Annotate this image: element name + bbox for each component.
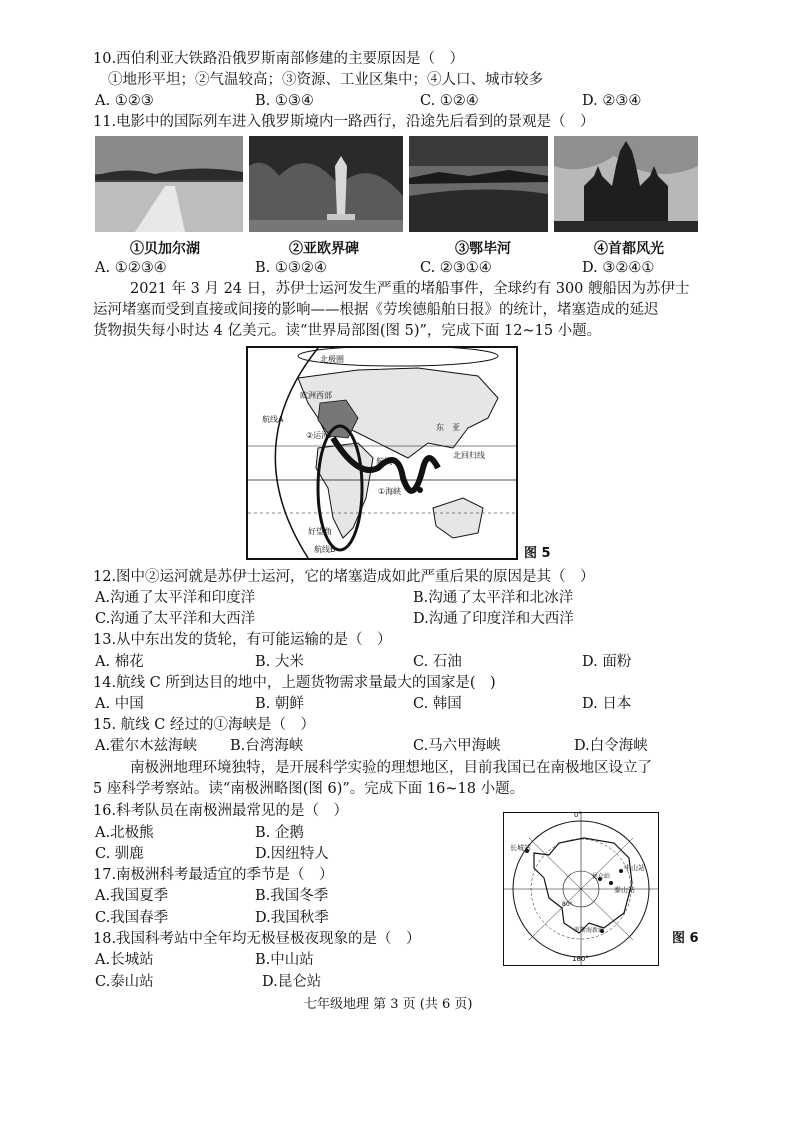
label-east-asia: 东 亚 xyxy=(436,423,460,432)
q15-option-b: B.台湾海峡 xyxy=(230,738,304,754)
q12-option-c: C.沟通了太平洋和大西洋 xyxy=(95,611,256,627)
q16-option-d: D.因纽特人 xyxy=(255,846,329,862)
q12-option-b: B.沟通了太平洋和北冰洋 xyxy=(413,590,574,606)
antarctica-map-fig6 xyxy=(503,812,659,966)
label-zhongshan-station: 中山站 xyxy=(624,864,645,872)
q11-option-d: D. ③②④① xyxy=(582,260,655,276)
q10-stem: 10.西伯利亚大铁路沿俄罗斯南部修建的主要原因是（ ） xyxy=(93,51,465,67)
photo-baikal xyxy=(95,136,243,232)
q11-option-c: C. ②③①④ xyxy=(420,260,492,276)
q10-option-a: A. ①②③ xyxy=(95,93,154,109)
label-luoshi-station: 罗斯海新站 xyxy=(574,927,605,934)
label-canal: ②运河 xyxy=(306,431,330,440)
q16-option-a: A.北极熊 xyxy=(95,825,154,841)
q17-option-d: D.我国秋季 xyxy=(255,910,329,926)
q10-items: ①地形平坦；②气温较高；③资源、工业区集中；④人口、城市较多 xyxy=(108,72,543,88)
q10-option-b: B. ①③④ xyxy=(255,93,314,109)
label-180-degree: 180° xyxy=(572,955,589,963)
label-arctic-circle: 北极圈 xyxy=(320,355,344,364)
intro-12-15-line2: 运河堵塞而受到直接或间接的影响——根据《劳埃德船舶日报》的统计，堵塞造成的延迟 xyxy=(93,302,659,318)
label-tropic: 北回归线 xyxy=(453,451,485,460)
caption-capital: ④首都风光 xyxy=(594,241,664,257)
q14-stem: 14.航线 C 所到达目的地中，上题货物需求量最大的国家是( ) xyxy=(93,675,496,691)
q14-option-b: B. 朝鲜 xyxy=(255,696,304,712)
q17-stem: 17.南极洲科考最适宜的季节是（ ） xyxy=(93,867,334,883)
q18-option-b: B.中山站 xyxy=(255,952,314,968)
label-80-degree: 80° xyxy=(562,901,573,908)
q18-stem: 18.我国科考站中全年均无极昼极夜现象的是（ ） xyxy=(93,931,421,947)
q14-option-d: D. 日本 xyxy=(582,696,632,712)
q17-option-a: A.我国夏季 xyxy=(95,888,169,904)
label-taishan-station: 泰山站 xyxy=(614,886,635,894)
q14-option-a: A. 中国 xyxy=(95,696,144,712)
q11-option-a: A. ①②③④ xyxy=(95,260,167,276)
intro-16-18-line1: 南极洲地理环境独特，是开展科学实验的理想地区，目前我国已在南极地区设立了 xyxy=(130,760,652,776)
q14-option-c: C. 韩国 xyxy=(413,696,462,712)
q11-stem: 11.电影中的国际列车进入俄罗斯境内一路西行，沿途先后看到的景观是（ ） xyxy=(93,114,595,130)
q12-option-a: A.沟通了太平洋和印度洋 xyxy=(95,590,256,606)
q15-stem: 15. 航线 C 经过的①海峡是（ ） xyxy=(93,717,315,733)
q15-option-a: A.霍尔木兹海峡 xyxy=(95,738,198,754)
caption-obelisk: ②亚欧界碑 xyxy=(289,241,359,257)
q13-option-d: D. 面粉 xyxy=(582,654,632,670)
fig5-caption: 图 5 xyxy=(524,546,551,561)
label-route-c: 航线C xyxy=(376,457,398,466)
page-footer: 七年级地理 第 3 页 (共 6 页) xyxy=(304,997,473,1012)
intro-12-15-line1: 2021 年 3 月 24 日，苏伊士运河发生严重的堵船事件，全球约有 300 艘船因为苏伊士 xyxy=(130,281,690,297)
q11-option-b: B. ①③②④ xyxy=(255,260,327,276)
caption-ob-river: ③鄂毕河 xyxy=(455,241,511,257)
caption-baikal: ①贝加尔湖 xyxy=(130,241,200,257)
q17-option-c: C.我国春季 xyxy=(95,910,169,926)
label-kunlun-station: 昆仑站 xyxy=(592,873,611,880)
q18-option-d: D.昆仑站 xyxy=(262,974,322,990)
q12-option-d: D.沟通了印度洋和大西洋 xyxy=(413,611,574,627)
world-map-fig5 xyxy=(246,346,518,560)
q13-option-b: B. 大米 xyxy=(255,654,304,670)
q16-stem: 16.科考队员在南极洲最常见的是（ ） xyxy=(93,803,349,819)
q18-option-c: C.泰山站 xyxy=(95,974,154,990)
q16-option-c: C. 驯鹿 xyxy=(95,846,144,862)
q13-option-c: C. 石油 xyxy=(413,654,462,670)
intro-16-18-line2: 5 座科学考察站。读“南极洲略图(图 6)”。完成下面 16~18 小题。 xyxy=(93,781,525,797)
label-changcheng-station: 长城站 xyxy=(510,844,531,852)
fig6-caption: 图 6 xyxy=(672,931,699,946)
photo-capital xyxy=(554,136,698,232)
label-strait: ①海峡 xyxy=(378,487,402,496)
label-0-degree: 0° xyxy=(574,811,582,819)
q18-option-a: A.长城站 xyxy=(95,952,154,968)
q13-stem: 13.从中东出发的货轮，有可能运输的是（ ） xyxy=(93,632,392,648)
q17-option-b: B.我国冬季 xyxy=(255,888,329,904)
q16-option-b: B. 企鹅 xyxy=(255,825,304,841)
label-route-b: 航线B xyxy=(314,545,336,554)
label-route-a: 航线A xyxy=(262,415,284,424)
photo-ob-river xyxy=(409,136,548,232)
photo-obelisk xyxy=(249,136,403,232)
q15-option-c: C.马六甲海峡 xyxy=(413,738,501,754)
q10-option-d: D. ②③④ xyxy=(582,93,642,109)
q10-option-c: C. ①②④ xyxy=(420,93,479,109)
label-cape: 好望角 xyxy=(308,527,332,536)
q12-stem: 12.图中②运河就是苏伊士运河，它的堵塞造成如此严重后果的原因是其（ ） xyxy=(93,569,595,585)
label-west-europe: 欧洲西部 xyxy=(300,391,332,400)
intro-12-15-line3: 货物损失每小时达 4 亿美元。读“世界局部图(图 5)”，完成下面 12~15 小题。 xyxy=(93,323,602,339)
q15-option-d: D.白令海峡 xyxy=(574,738,648,754)
q13-option-a: A. 棉花 xyxy=(95,654,144,670)
